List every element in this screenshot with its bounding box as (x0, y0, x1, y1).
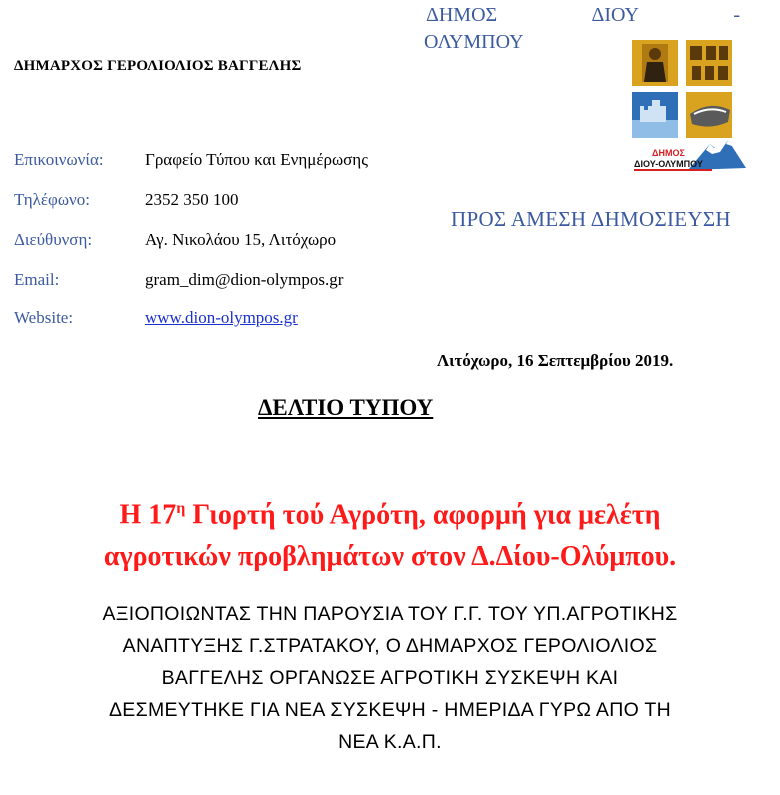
contact-value: Γραφείο Τύπου και Ενημέρωσης (145, 150, 368, 169)
contact-label: Website: (14, 308, 74, 327)
website-link[interactable]: www.dion-olympos.gr (145, 308, 298, 327)
logo-tile-boat (686, 92, 732, 138)
summary-line: ΒΑΓΓΕΛΗΣ ΟΡΓΑΝΩΣΕ ΑΓΡΟΤΙΚΗ ΣΥΣΚΕΨΗ ΚΑΙ (161, 667, 619, 689)
summary-line: ΝΕΑ Κ.Α.Π. (338, 731, 442, 753)
mayor-name: ΔΗΜΑΡΧΟΣ ΓΕΡΟΛΙΟΛΙΟΣ ΒΑΓΓΕΛΗΣ (14, 58, 302, 74)
contact-value: 2352 350 100 (145, 190, 239, 209)
logo-caption-dimos: ΔΗΜΟΣ (652, 148, 685, 158)
date-line: Λιτόχωρο, 16 Σεπτεμβρίου 2019. (437, 351, 674, 370)
logo-caption-name: ΔΙΟΥ-ΟΛΥΜΠΟΥ (634, 159, 703, 169)
summary-line: ΔΕΣΜΕΥΤΗΚΕ ΓΙΑ ΝΕΑ ΣΥΣΚΕΨΗ - ΗΜΕΡΙΔΑ ΓΥΡΩ ΑΠΟ ΤΗ (108, 699, 672, 721)
summary-line: ΑΝΑΠΤΥΞΗΣ Γ.ΣΤΡΑΤΑΚΟΥ, Ο ΔΗΜΑΡΧΟΣ ΓΕΡΟΛΙΟΛΙΟΣ (122, 635, 658, 657)
summary (0, 598, 780, 758)
municipality-word-diou: ΔΙΟΥ (591, 4, 639, 26)
contact-label: Email: (14, 270, 60, 289)
municipality-name-line2: ΟΛΥΜΠΟΥ (424, 31, 524, 53)
bulletin-title: ΔΕΛΤΙΟ ΤΥΠΟΥ (258, 395, 434, 420)
email-address: gram_dim@dion-olympos.gr (145, 270, 344, 289)
summary-line: ΑΞΙΟΠΟΙΩΝΤΑΣ ΤΗΝ ΠΑΡΟΥΣΙΑ ΤΟΥ Γ.Γ. ΤΟΥ ΥΠ.ΑΓΡΟΤΙΚΗΣ (102, 603, 678, 625)
headline-line2: αγροτικών προβλημάτων στον Δ.Δίου-Ολύμπου. (103, 541, 677, 573)
logo-tile-castle (632, 92, 678, 138)
municipality-logo (632, 40, 748, 180)
contact-label: Τηλέφωνο: (14, 190, 90, 209)
contact-label: Διεύθυνση: (14, 230, 93, 249)
headline-line1: Η $17^\eta$ Γιορτή τού Αγρότη, αφορμή για μελέτη (119, 499, 661, 531)
contact-value: Αγ. Νικολάου 15, Λιτόχωρο (145, 230, 337, 249)
municipality-word-dimos: ΔΗΜΟΣ (426, 4, 498, 26)
municipality-name-line1 (426, 4, 740, 27)
logo-tile-inscription (686, 40, 732, 86)
municipality-dash: - (733, 4, 740, 26)
headline (0, 488, 780, 578)
contact-label: Επικοινωνία: (14, 150, 104, 169)
press-release-notice: ΠΡΟΣ ΑΜΕΣΗ ΔΗΜΟΣΙΕΥΣΗ (451, 207, 731, 231)
logo-tile-portrait (632, 40, 678, 86)
